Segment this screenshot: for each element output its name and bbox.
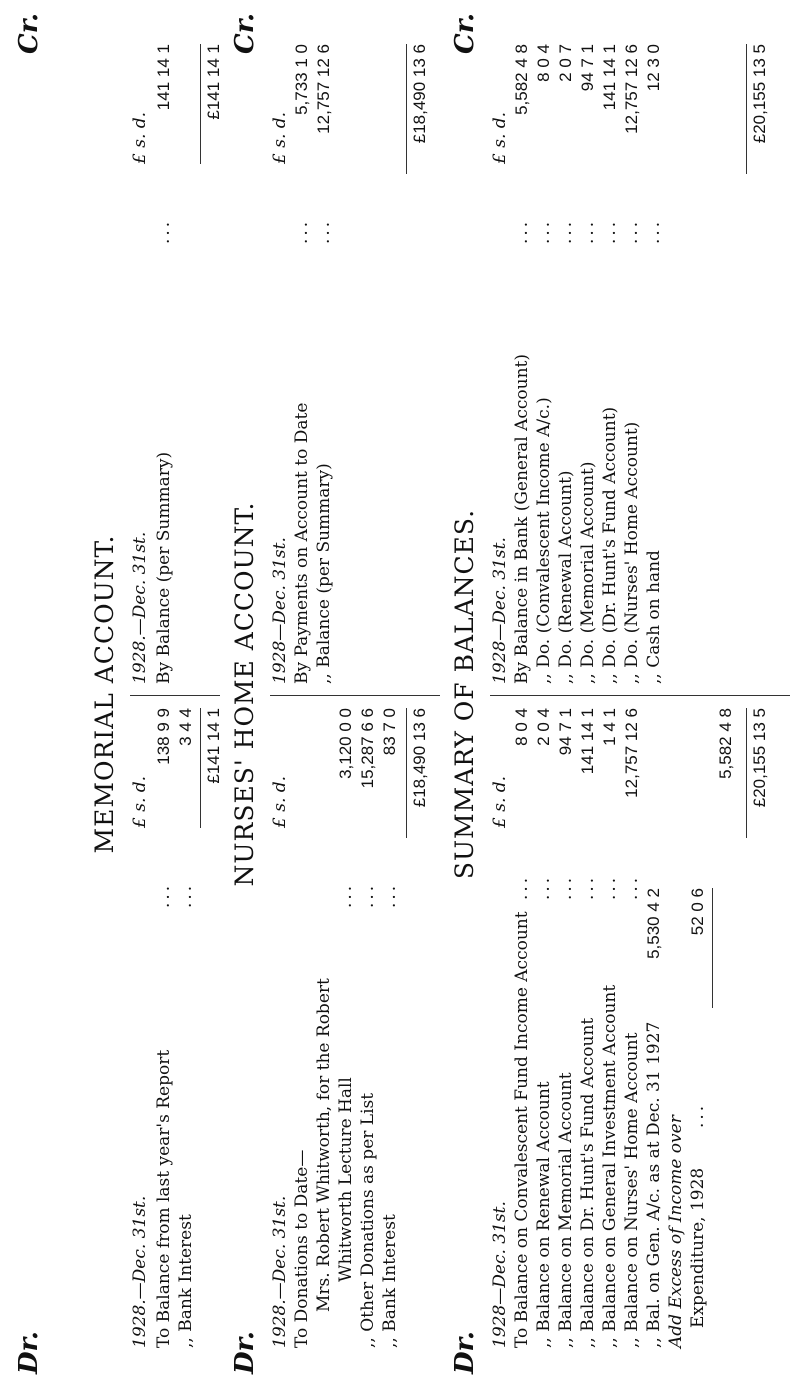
- nurses-credit-currency: £ s. d.: [270, 111, 290, 164]
- row-label: ,, Bank Interest: [380, 1214, 400, 1348]
- memorial-debit-total: £141 14 1: [204, 708, 223, 784]
- row-label: To Donations to Date—: [292, 1149, 312, 1348]
- row-dots: ...: [622, 874, 642, 900]
- nurses-divider: [270, 695, 440, 696]
- row-amount: 141 14 1: [600, 44, 619, 111]
- row-dots: ...: [534, 218, 554, 244]
- row-amount: 12,757 12 6: [622, 708, 641, 798]
- row-label: ,, Balance on Dr. Hunt's Fund Account: [578, 1017, 598, 1348]
- memorial-debit-total-rule: [200, 708, 201, 828]
- row-dots: ...: [512, 874, 532, 900]
- row-dots: ...: [154, 218, 174, 244]
- row-amount: 3,120 0 0: [336, 708, 355, 779]
- row-label: By Payments on Account to Date: [292, 402, 312, 684]
- summary-cr-mark: Cr.: [450, 12, 480, 54]
- row-amount: 5,582 4 8: [512, 44, 531, 115]
- row-label: By Balance (per Summary): [154, 451, 174, 684]
- row-dots: ...: [176, 882, 196, 908]
- nurses-credit: [270, 44, 450, 684]
- row-amount: 12 3 0: [644, 44, 663, 92]
- row-label: ,, Balance on Renewal Account: [534, 1081, 554, 1348]
- row-dots: ...: [534, 874, 554, 900]
- row-amount: 2 0 7: [556, 44, 575, 82]
- row-amount: 12,757 12 6: [314, 44, 333, 134]
- row-label: ,, Do. (Renewal Account): [556, 470, 576, 684]
- row-dots: ...: [688, 1102, 708, 1128]
- row-dots: ...: [578, 874, 598, 900]
- summary-credit-heading: 1928—Dec. 31st.: [490, 537, 510, 684]
- row-amount: 15,287 6 6: [358, 708, 377, 789]
- memorial-cr-mark: Cr.: [14, 12, 44, 54]
- nurses-home-account: [230, 0, 450, 1388]
- nurses-credit-heading: 1928—Dec. 31st.: [270, 537, 290, 684]
- row-label: Add Excess of Income over: [666, 1115, 686, 1348]
- row-dots: ...: [380, 882, 400, 908]
- memorial-debit-heading: 1928.—Dec. 31st.: [130, 1195, 150, 1348]
- row-dots: ...: [600, 874, 620, 900]
- row-amount: 1 4 1: [600, 708, 619, 746]
- nurses-debit-heading: 1928.—Dec. 31st.: [270, 1195, 290, 1348]
- row-amount: 5,733 1 0: [292, 44, 311, 115]
- memorial-divider: [130, 695, 220, 696]
- row-label: ,, Bank Interest: [176, 1214, 196, 1348]
- nurses-debit-currency: £ s. d.: [270, 775, 290, 828]
- row-label: ,, Do. (Convalescent Income A/c.): [534, 397, 554, 684]
- row-amount: 5,530 4 2: [644, 888, 663, 959]
- row-amount: 138 9 9: [154, 708, 173, 765]
- row-dots: ...: [292, 218, 312, 244]
- row-amount: 2 0 4: [534, 708, 553, 746]
- row-label: To Balance on Convalescent Fund Income Account: [512, 911, 532, 1348]
- memorial-credit-currency: £ s. d.: [130, 111, 150, 164]
- row-dots: ...: [644, 218, 664, 244]
- row-dots: ...: [622, 218, 642, 244]
- row-label: ,, Do. (Nurses' Home Account): [622, 421, 642, 684]
- nurses-credit-total-rule: [406, 44, 407, 174]
- memorial-title: MEMORIAL ACCOUNT.: [90, 534, 119, 854]
- summary-title: SUMMARY OF BALANCES.: [450, 508, 479, 880]
- memorial-account: [0, 0, 230, 1388]
- nurses-debit: [270, 698, 450, 1348]
- nurses-credit-total: £18,490 13 6: [410, 44, 429, 144]
- row-label: To Balance from last year's Report: [154, 1049, 174, 1348]
- summary-debit-total-rule: [746, 708, 747, 838]
- row-dots: ...: [512, 218, 532, 244]
- row-dots: ...: [578, 218, 598, 244]
- memorial-debit-currency: £ s. d.: [130, 775, 150, 828]
- row-label: ,, Balance on Memorial Account: [556, 1072, 576, 1348]
- memorial-debit: [130, 698, 230, 1348]
- memorial-credit-total-rule: [200, 44, 201, 164]
- row-dots: ...: [154, 882, 174, 908]
- summary-debit-heading: 1928—Dec. 31st.: [490, 1201, 510, 1348]
- nurses-debit-total: £18,490 13 6: [410, 708, 429, 808]
- row-amount: 8 0 4: [512, 708, 531, 746]
- summary-debit-total: £20,155 13 5: [750, 708, 769, 808]
- memorial-credit: [130, 44, 230, 684]
- summary-divider: [490, 695, 790, 696]
- row-label: Expenditure, 1928: [688, 1167, 708, 1328]
- row-amount: 12,757 12 6: [622, 44, 641, 134]
- summary-credit-total: £20,155 13 5: [750, 44, 769, 144]
- row-amount: 94 7 1: [578, 44, 597, 92]
- row-amount: 141 14 1: [154, 44, 173, 111]
- row-label: By Balance in Bank (General Account): [512, 353, 532, 684]
- row-amount: 141 14 1: [578, 708, 597, 775]
- nurses-cr-mark: Cr.: [230, 12, 260, 54]
- row-label: ,, Cash on hand: [644, 550, 664, 684]
- summary-debit-currency: £ s. d.: [490, 775, 510, 828]
- row-label: ,, Do. (Memorial Account): [578, 461, 598, 684]
- row-amount: 94 7 1: [556, 708, 575, 756]
- nurses-dr-mark: Dr.: [230, 1331, 260, 1374]
- row-dots: ...: [358, 882, 378, 908]
- memorial-dr-mark: Dr.: [14, 1331, 44, 1374]
- row-label: ,, Balance on General Investment Account: [600, 984, 620, 1348]
- summary-credit-currency: £ s. d.: [490, 111, 510, 164]
- row-amount: 83 7 0: [380, 708, 399, 756]
- row-amount: 5,582 4 8: [716, 708, 735, 779]
- row-label: Whitworth Lecture Hall: [336, 1077, 356, 1282]
- row-label: ,, Bal. on Gen. A/c. as at Dec. 31 1927: [644, 1021, 664, 1348]
- row-dots: ...: [600, 218, 620, 244]
- nurses-debit-total-rule: [406, 708, 407, 838]
- summary-debit-subtotal-rule: [712, 888, 713, 1008]
- row-label: ,, Balance on Nurses' Home Account: [622, 1032, 642, 1348]
- row-amount: 3 4 4: [176, 708, 195, 746]
- row-amount: 8 0 4: [534, 44, 553, 82]
- row-amount: 52 0 6: [688, 888, 707, 936]
- summary-debit: [490, 698, 800, 1348]
- memorial-credit-total: £141 14 1: [204, 44, 223, 120]
- summary-credit-total-rule: [746, 44, 747, 174]
- row-label: ,, Other Donations as per List: [358, 1092, 378, 1348]
- row-dots: ...: [314, 218, 334, 244]
- memorial-credit-heading: 1928.—Dec. 31st.: [130, 531, 150, 684]
- nurses-title: NURSES' HOME ACCOUNT.: [230, 501, 259, 887]
- row-label: ,, Balance (per Summary): [314, 463, 334, 684]
- row-dots: ...: [556, 874, 576, 900]
- row-dots: ...: [336, 882, 356, 908]
- summary-of-balances: [450, 0, 800, 1388]
- summary-credit: [490, 44, 800, 684]
- row-label: Mrs. Robert Whitworth, for the Robert: [314, 978, 334, 1312]
- row-label: ,, Do. (Dr. Hunt's Fund Account): [600, 406, 620, 684]
- row-dots: ...: [556, 218, 576, 244]
- summary-dr-mark: Dr.: [450, 1331, 480, 1374]
